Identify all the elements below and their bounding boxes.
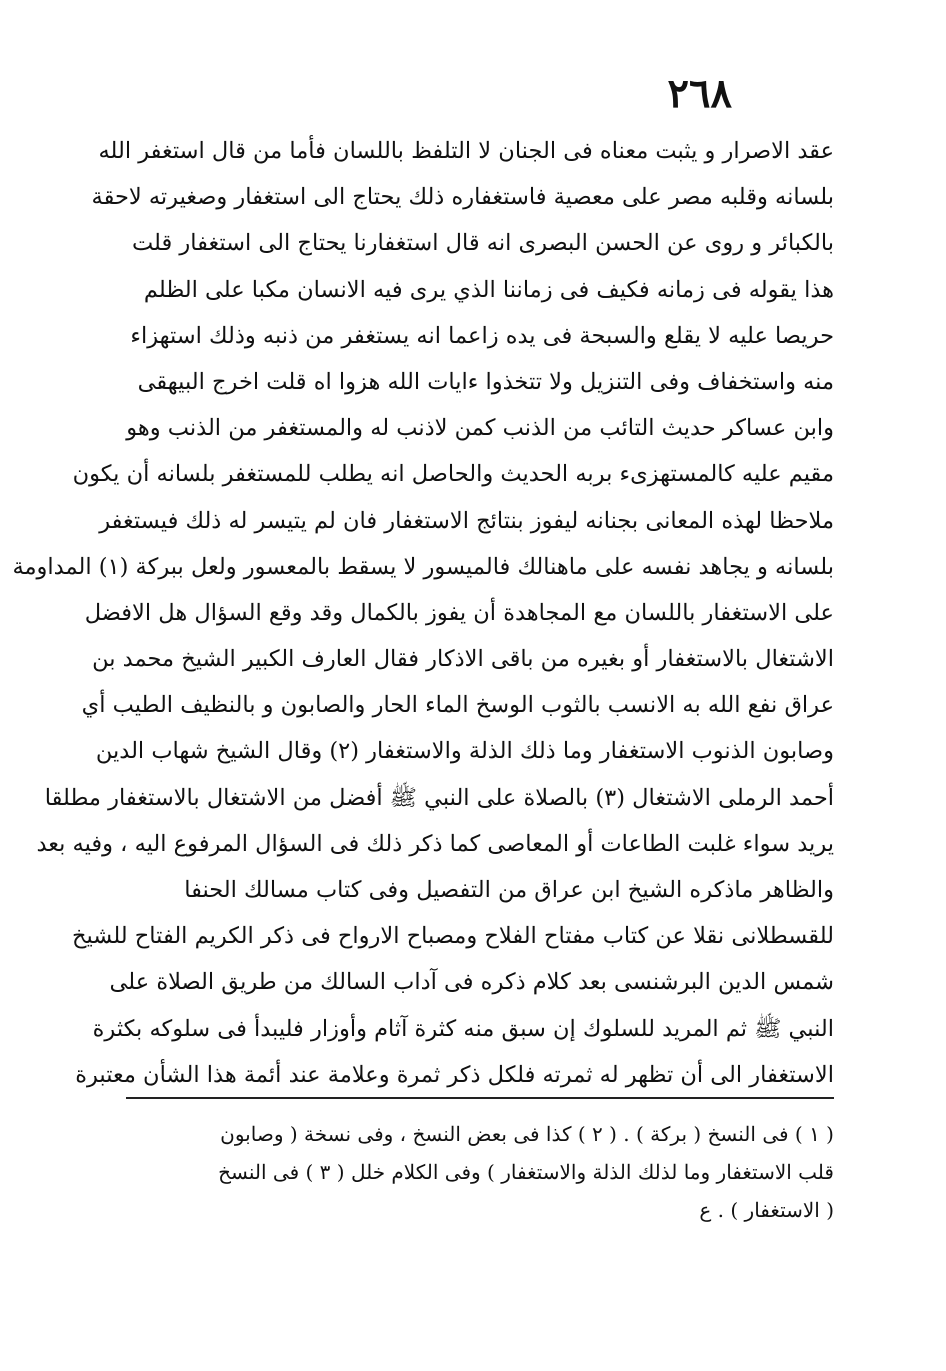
footnotes — [126, 1115, 834, 1229]
text-line: على الاستغفار باللسان مع المجاهدة أن يفوز بالكمال وقد وقع السؤال هل الافضل — [84, 599, 834, 626]
text-line: وابن عساكر حديث التائب من الذنب كمن لاذنب له والمستغفر من الذنب وهو — [126, 415, 834, 442]
main-text — [12, 128, 834, 1098]
text-line: حريصا عليه لا يقلع والسبحة فى يده زاعما انه يستغفر من ذنبه وذلك استهزاء — [130, 322, 834, 349]
text-line: يريد سواء غلبت الطاعات أو المعاصى كما ذكر ذلك فى السؤال المرفوع اليه ، وفيه بعد — [36, 830, 834, 857]
text-line: هذا يقوله فى زمانه فكيف فى زماننا الذي يرى فيه الانسان مكبا على الظلم — [143, 276, 834, 303]
text-line: بلسانه وقلبه مصر على معصية فاستغفاره ذلك يحتاج الى استغفار وصغيرته لاحقة — [91, 184, 834, 211]
text-line: منه واستخفاف وفى التنزيل ولا تتخذوا ءايات الله هزوا اه قلت اخرج البيهقى — [137, 368, 834, 395]
text-line: عقد الاصرار و يثبت معناه فى الجنان لا التلفظ باللسان فأما من قال استغفر الله — [98, 138, 834, 164]
text-line: عراق نفع الله به الانسب بالثوب الوسخ الماء الحار والصابون و بالنظيف الطيب أي — [81, 692, 834, 719]
text-line: ملاحظا لهذه المعانى بجنانه ليفوز بنتائج الاستغفار فان لم يتيسر له ذلك فيستغفر — [99, 507, 834, 534]
text-line: أحمد الرملى الاشتغال (٣) بالصلاة على النبي ﷺ أفضل من الاشتغال بالاستغفار مطلقا — [44, 784, 834, 811]
text-line: والظاهر ماذكره الشيخ ابن عراق من التفصيل وفى كتاب مسالك الحنفا — [184, 877, 834, 903]
page-number: ٢٦٨ — [667, 70, 732, 117]
text-line: مقيم عليه كالمستهزىء بربه الحديث والحاصل انه يطلب للمستغفر بلسانه أن يكون — [72, 461, 834, 488]
footnote-line: ( ١ ) فى النسخ ( بركة ) . ( ٢ ) كذا فى بعض النسخ ، وفى نسخة ( وصابون — [220, 1122, 834, 1146]
text-line: شمس الدين البرشنسى بعد كلام ذكره فى آداب السالك من طريق الصلاة على — [109, 969, 834, 996]
footnote-line: ( الاستغفار ) . ع — [699, 1198, 834, 1222]
footnote-divider — [126, 1097, 834, 1099]
text-line: الاشتغال بالاستغفار أو بغيره من باقى الاذكار فقال العارف الكبير الشيخ محمد بن — [92, 646, 834, 673]
text-line: بالكبائر و روى عن الحسن البصرى انه قال استغفارنا يحتاج الى استغفار قلت — [131, 230, 834, 257]
text-line: النبي ﷺ ثم المريد للسلوك إن سبق منه كثرة آثام وأوزار فليبدأ فى سلوكه بكثرة — [92, 1015, 834, 1042]
footnote-line: قلب الاستغفار وما لذلك الذلة والاستغفار ) وفى الكلام خلل ( ٣ ) فى النسخ — [218, 1160, 834, 1184]
text-line: وصابون الذنوب الاستغفار وما ذلك الذلة والاستغفار (٢) وقال الشيخ شهاب الدين — [95, 738, 834, 765]
text-line: للقسطلانى نقلا عن كتاب مفتاح الفلاح ومصباح الارواح فى ذكر الكريم الفتاح للشيخ — [71, 923, 834, 950]
text-line: الاستغفار الى أن تظهر له ثمرته فلكل ذكر ثمرة وعلامة عند أئمة هذا الشأن معتبرة — [75, 1061, 834, 1088]
text-line: بلسانه و يجاهد نفسه على ماهنالك فالميسور لا يسقط بالمعسور ولعل ببركة (١) المداومة — [12, 553, 834, 580]
